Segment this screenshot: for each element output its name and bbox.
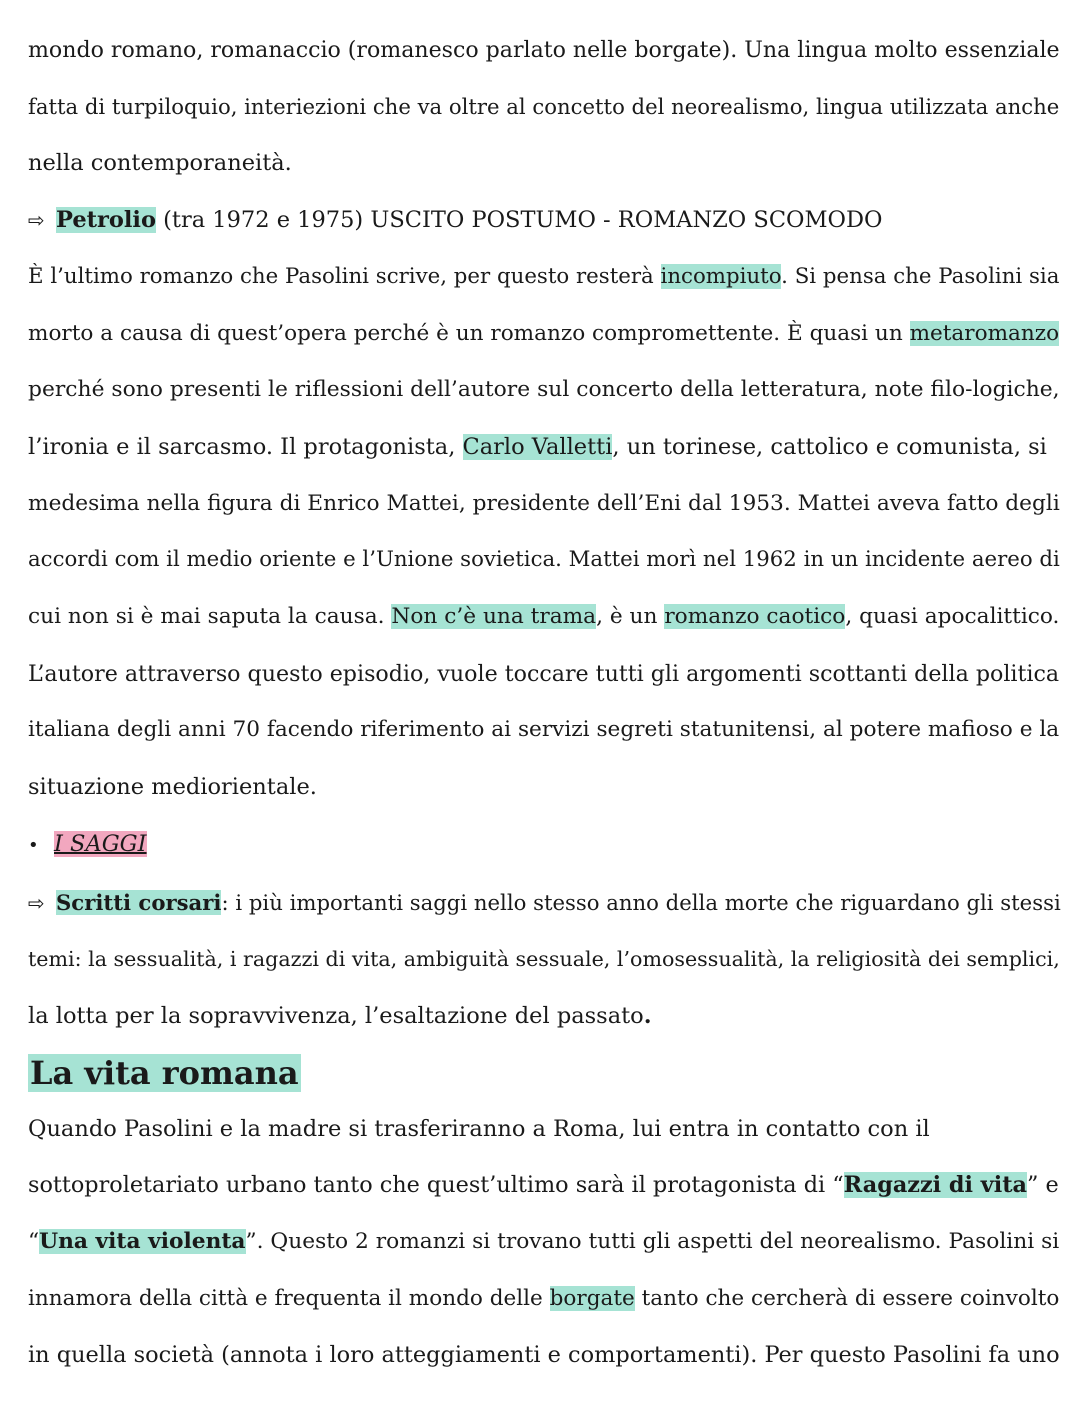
highlight-borgate: borgate — [549, 1285, 635, 1311]
text-line — [28, 759, 1052, 816]
text: morto a causa di quest’opera perché è un romanzo compromettente. È quasi un — [28, 320, 910, 346]
text: la lotta per la sopravvivenza, l’esaltazione del passato — [28, 1002, 644, 1029]
text-line — [28, 1101, 1052, 1158]
scritti-line — [28, 875, 1061, 932]
text-line — [28, 988, 1052, 1045]
petrolio-title: Petrolio — [56, 207, 156, 234]
text: temi: la sessualità, i ragazzi di vita, ambiguità sessuale, l’omosessualità, la religiosità dei semplici, — [28, 947, 1060, 972]
text-line — [28, 532, 1060, 589]
text-line — [28, 702, 1060, 759]
highlight-incompiuto: incompiuto — [660, 263, 782, 289]
text-line — [28, 589, 1060, 646]
text-line — [28, 362, 1060, 419]
text: . — [643, 1002, 652, 1029]
section-heading — [28, 1045, 1052, 1101]
scritti-corsari-title: Scritti corsari — [56, 889, 222, 915]
text: ”. Questo 2 romanzi si trovano tutti gli aspetti del neorealismo. Pasolini si — [245, 1229, 1060, 1255]
highlight-non-trama: Non c’è una trama — [391, 604, 597, 630]
text: in quella società (annota i loro atteggiamenti e comportamenti). Per questo Pasolini fa uno — [28, 1342, 1060, 1369]
text: L’autore attraverso questo episodio, vuole toccare tutti gli argomenti scottanti della politica — [28, 660, 1060, 687]
petrolio-line — [28, 192, 1052, 249]
text-line — [28, 646, 1060, 703]
text: fatta di turpiloquio, interiezioni che va oltre al concetto del neorealismo, lingua utilizzata anche — [28, 93, 1060, 119]
text-line — [28, 1157, 1059, 1214]
highlight-una-vita-violenta: Una vita violenta — [39, 1229, 246, 1255]
bullet-icon: • — [28, 834, 39, 856]
text: ” e — [1027, 1172, 1059, 1199]
text-line — [28, 1327, 1060, 1384]
text: (tra 1972 e 1975) USCITO POSTUMO - ROMANZO SCOMODO — [156, 207, 883, 234]
text: : i più importanti saggi nello stesso anno della morte che riguardano gli stessi — [221, 889, 1061, 915]
arrow-icon: ⇨ — [28, 890, 45, 915]
text: È l’ultimo romanzo che Pasolini scrive, per questo resterà — [28, 263, 661, 289]
text: situazione mediorientale. — [28, 774, 317, 801]
text: accordi com il medio oriente e l’Unione sovietica. Mattei morì nel 1962 in un incidente aereo di — [28, 547, 1060, 573]
saggi-bullet-line — [28, 816, 1052, 875]
text-line — [28, 1214, 1060, 1271]
text-line — [28, 135, 1052, 192]
text: nella contemporaneità. — [28, 150, 292, 177]
text: perché sono presenti le riflessioni dell’autore sul concerto della letteratura, note filo-logiche, — [28, 377, 1060, 403]
text-line — [28, 476, 1060, 533]
text: cui non si è mai saputa la causa. — [28, 604, 392, 630]
arrow-icon: ⇨ — [28, 208, 45, 233]
text: . Si pensa che Pasolini sia — [781, 263, 1060, 289]
saggi-label: I SAGGI — [54, 830, 147, 857]
highlight-romanzo-caotico: romanzo caotico — [664, 604, 846, 630]
text-line — [28, 306, 1060, 363]
text: italiana degli anni 70 facendo riferimento ai servizi segreti statunitensi, al potere mafioso e la — [28, 717, 1060, 743]
text: , quasi apocalittico. — [845, 604, 1060, 630]
text: mondo romano, romanaccio (romanesco parlato nelle borgate). Una lingua molto essenziale — [28, 37, 1060, 63]
text: l’ironia e il sarcasmo. Il protagonista, — [28, 433, 463, 460]
text-line — [28, 22, 1060, 79]
highlight-ragazzi-di-vita: Ragazzi di vita — [843, 1172, 1028, 1199]
highlight-carlo-valletti: Carlo Valletti — [462, 433, 613, 460]
text: innamora della città e frequenta il mondo delle — [28, 1285, 550, 1311]
text: , un torinese, cattolico e comunista, si — [612, 433, 1047, 460]
heading-text: La vita romana — [30, 1053, 299, 1092]
text-line — [28, 79, 1060, 136]
text-line — [28, 931, 1060, 988]
text-line — [28, 1271, 1060, 1328]
text: sottoproletariato urbano tanto che quest’ultimo sarà il protagonista di “ — [28, 1172, 844, 1199]
highlight-metaromanzo: metaromanzo — [909, 320, 1060, 346]
text: Quando Pasolini e la madre si trasferiranno a Roma, lui entra in contatto con il — [28, 1115, 930, 1142]
text-line — [28, 249, 1060, 306]
text: “ — [28, 1229, 40, 1255]
text: tanto che cercherà di essere coinvolto — [634, 1285, 1060, 1311]
text: , è un — [596, 604, 665, 630]
text: medesima nella figura di Enrico Mattei, presidente dell’Eni dal 1953. Mattei aveva fatto degli — [28, 490, 1060, 516]
text-line — [28, 419, 1052, 476]
